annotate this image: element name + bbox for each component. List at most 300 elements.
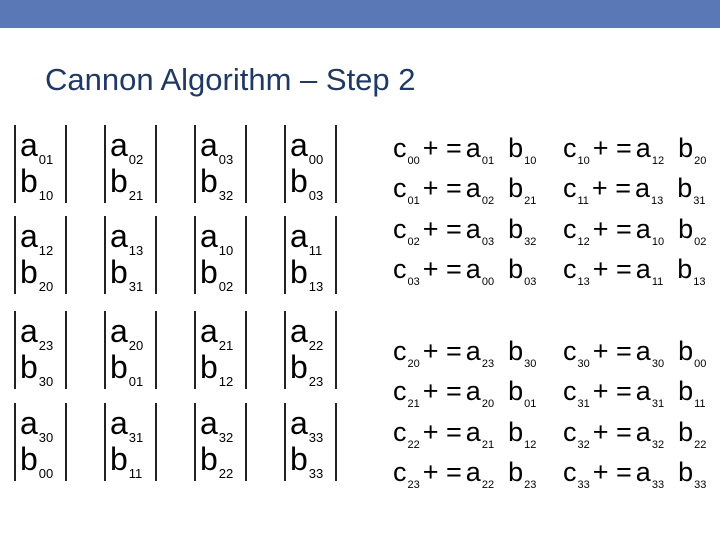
plus-equals-operator: + = [592,336,632,366]
b-term-subscript: 30 [38,374,54,389]
a-subscript: 10 [651,236,665,248]
b-subscript: 00 [694,358,707,370]
equation [563,214,707,248]
b-term [20,349,54,389]
b-term-subscript: 31 [128,279,144,294]
a-subscript: 30 [651,358,665,370]
cell-b-term [110,349,144,389]
a-subscript: 01 [481,155,495,167]
c-letter: c [563,336,577,366]
matrix-cell [194,216,247,294]
a-term [636,336,664,372]
c-letter: c [563,417,577,447]
plus-equals-operator: + = [422,376,462,406]
b-term-letter: b [290,163,308,199]
b-term [508,214,536,250]
a-term [636,457,664,493]
a-term-letter: a [20,127,38,163]
a-term [200,218,234,258]
b-term [110,349,144,389]
b-term [678,336,706,372]
cell-a-term [20,218,54,258]
a-subscript: 03 [481,236,495,248]
plus-equals-operator: + = [592,133,632,163]
b-term [508,376,536,412]
matrix-cell [194,311,247,389]
equation [393,133,537,167]
b-term [290,349,324,389]
c-subscript: 30 [577,358,590,370]
cell-a-term [20,405,54,445]
b-term-subscript: 02 [218,279,234,294]
equation [393,214,537,248]
a-term-subscript: 11 [308,243,323,258]
c-subscript: 01 [407,195,420,207]
c-term [563,173,589,209]
b-term [200,163,234,203]
a-term-subscript: 30 [38,430,54,445]
c-term [393,376,420,412]
a-subscript: 23 [481,358,495,370]
a-letter: a [465,417,481,447]
b-letter: b [508,214,524,244]
b-letter: b [508,133,524,163]
c-term [393,336,420,372]
b-term-subscript: 22 [218,466,234,481]
a-letter: a [465,376,481,406]
c-letter: c [393,336,407,366]
b-term-subscript: 20 [38,279,54,294]
b-term [110,254,144,294]
b-term [20,163,54,203]
b-letter: b [677,173,693,203]
b-term-letter: b [290,254,308,290]
c-letter: c [393,457,407,487]
b-term-subscript: 13 [308,279,324,294]
b-subscript: 23 [524,479,537,491]
equation [393,457,537,491]
c-term [393,254,420,290]
matrix-cell [104,125,157,203]
b-term [678,417,706,453]
b-subscript: 03 [524,276,537,288]
a-letter: a [635,133,651,163]
a-letter: a [634,173,650,203]
b-letter: b [678,376,694,406]
a-letter: a [635,214,651,244]
a-term [110,218,144,258]
equation [563,417,707,451]
cell-a-term [110,218,144,258]
a-term-subscript: 01 [38,152,54,167]
a-subscript: 02 [481,195,495,207]
b-letter: b [508,336,524,366]
b-subscript: 32 [524,236,537,248]
b-letter: b [678,133,694,163]
c-term [563,214,590,250]
a-term [636,417,664,453]
a-term-subscript: 03 [218,152,234,167]
a-term-letter: a [290,313,308,349]
a-subscript: 12 [651,155,665,167]
b-term-letter: b [290,441,308,477]
cell-a-term [200,127,234,167]
b-letter: b [678,214,694,244]
a-term-letter: a [200,127,218,163]
c-letter: c [563,173,577,203]
a-letter: a [635,254,651,284]
b-term-subscript: 23 [308,374,324,389]
b-term [110,163,144,203]
a-term-subscript: 02 [128,152,144,167]
b-letter: b [508,417,524,447]
equation [563,336,707,370]
a-subscript: 22 [481,479,495,491]
a-term-letter: a [290,405,308,441]
cell-a-term [110,127,144,167]
plus-equals-operator: + = [422,254,462,284]
b-subscript: 02 [694,236,707,248]
matrix-cell [194,125,247,203]
c-letter: c [563,254,577,284]
b-letter: b [677,254,693,284]
c-subscript: 13 [577,276,590,288]
b-term-letter: b [110,349,128,385]
b-term-letter: b [110,254,128,290]
a-term-letter: a [110,405,128,441]
c-term [393,417,420,453]
equation [393,417,537,451]
a-letter: a [465,254,481,284]
b-term-subscript: 21 [128,188,144,203]
matrix-cell [284,216,337,294]
b-term-subscript: 32 [218,188,234,203]
c-subscript: 33 [577,479,590,491]
matrix-cell [104,311,157,389]
a-term [635,173,663,209]
cell-b-term [200,441,234,481]
a-term-subscript: 33 [308,430,324,445]
a-term [636,254,663,290]
a-term-subscript: 31 [128,430,144,445]
a-subscript: 00 [481,276,495,288]
a-term [636,214,664,250]
cell-b-term [200,163,234,203]
equation [393,254,537,288]
c-subscript: 11 [577,195,589,207]
a-term-letter: a [200,313,218,349]
a-term-letter: a [200,218,218,254]
c-subscript: 12 [577,236,590,248]
plus-equals-operator: + = [591,173,631,203]
a-term [290,405,324,445]
a-term-letter: a [290,127,308,163]
cell-b-term [20,163,54,203]
matrix-cell [284,311,337,389]
cell-b-term [290,441,324,481]
b-term-letter: b [200,163,218,199]
c-subscript: 10 [577,155,590,167]
cell-b-term [110,441,143,481]
a-term [20,405,54,445]
a-letter: a [465,214,481,244]
a-term-subscript: 20 [128,338,144,353]
c-subscript: 23 [407,479,420,491]
a-term [466,457,494,493]
a-term-letter: a [20,405,38,441]
a-term [20,127,54,167]
b-term [20,441,54,481]
b-term-subscript: 03 [308,188,324,203]
equation [393,173,537,207]
a-letter: a [635,376,651,406]
a-term-letter: a [290,218,308,254]
b-term [200,349,234,389]
matrix-cell [194,403,247,481]
a-term-subscript: 00 [308,152,324,167]
cell-b-term [20,254,54,294]
b-term [508,457,536,493]
a-term [466,336,494,372]
a-letter: a [465,133,481,163]
c-term [563,336,590,372]
a-term [636,133,664,169]
a-subscript: 11 [651,276,664,288]
a-subscript: 13 [651,195,664,207]
b-term-letter: b [20,254,38,290]
a-term-subscript: 10 [218,243,234,258]
a-letter: a [635,457,651,487]
b-term [290,254,324,294]
b-term-letter: b [200,254,218,290]
a-term [20,313,54,353]
cell-b-term [200,349,234,389]
b-term-subscript: 01 [128,374,144,389]
equation [563,457,707,491]
b-subscript: 22 [694,439,707,451]
c-subscript: 00 [407,155,420,167]
c-letter: c [393,133,407,163]
c-subscript: 31 [577,398,590,410]
b-subscript: 01 [524,398,537,410]
cell-b-term [20,441,54,481]
equation [393,336,537,370]
c-subscript: 03 [407,276,420,288]
b-term-subscript: 10 [38,188,54,203]
a-term [290,313,324,353]
a-term [466,254,494,290]
b-letter: b [508,376,524,406]
b-term-letter: b [200,441,218,477]
equation [563,376,706,410]
b-term-letter: b [20,349,38,385]
b-term-subscript: 11 [128,466,143,481]
equation [563,254,706,288]
b-term [677,173,705,209]
a-term [290,127,324,167]
b-term [508,173,536,209]
plus-equals-operator: + = [592,214,632,244]
a-term-subscript: 22 [308,338,324,353]
c-term [563,254,590,290]
a-term [466,173,494,209]
c-subscript: 20 [407,358,420,370]
a-subscript: 33 [651,479,665,491]
cell-a-term [110,405,144,445]
cell-a-term [200,218,234,258]
a-term-letter: a [110,127,128,163]
b-term-letter: b [290,349,308,385]
matrix-cell [104,403,157,481]
a-term-letter: a [20,313,38,349]
b-term [678,214,706,250]
b-subscript: 10 [524,155,537,167]
b-subscript: 21 [524,195,537,207]
b-subscript: 30 [524,358,537,370]
plus-equals-operator: + = [422,173,462,203]
b-letter: b [678,457,694,487]
plus-equals-operator: + = [592,376,632,406]
a-term [110,127,144,167]
a-term-subscript: 32 [218,430,234,445]
b-term-letter: b [110,163,128,199]
b-term-subscript: 33 [308,466,324,481]
c-subscript: 02 [407,236,420,248]
plus-equals-operator: + = [592,417,632,447]
a-term-letter: a [110,218,128,254]
c-subscript: 21 [407,398,420,410]
a-term-subscript: 21 [218,338,234,353]
a-letter: a [465,457,481,487]
b-term [508,336,536,372]
cell-a-term [200,405,234,445]
a-subscript: 21 [481,439,495,451]
a-term [466,417,494,453]
matrix-cell [104,216,157,294]
a-term [466,133,494,169]
cell-b-term [110,254,144,294]
equation [563,173,706,207]
cell-a-term [20,127,54,167]
c-subscript: 22 [407,439,420,451]
b-term-subscript: 12 [218,374,234,389]
plus-equals-operator: + = [422,133,462,163]
c-letter: c [563,457,577,487]
cell-a-term [110,313,144,353]
c-letter: c [393,214,407,244]
cell-b-term [290,163,324,203]
b-term-letter: b [200,349,218,385]
b-term [200,441,234,481]
a-term [110,405,144,445]
a-term-letter: a [110,313,128,349]
c-letter: c [393,376,407,406]
a-term [466,214,494,250]
cell-a-term [290,313,324,353]
b-term [290,163,324,203]
c-letter: c [393,173,407,203]
c-letter: c [393,417,407,447]
matrix-cell [14,403,67,481]
a-term-subscript: 23 [38,338,54,353]
b-term [20,254,54,294]
matrix-cell [284,125,337,203]
a-term-letter: a [200,405,218,441]
matrix-cell [14,216,67,294]
matrix-cell [14,311,67,389]
a-term-subscript: 13 [128,243,144,258]
plus-equals-operator: + = [422,214,462,244]
cell-a-term [290,127,324,167]
c-letter: c [563,133,577,163]
c-letter: c [393,254,407,284]
b-term [110,441,143,481]
a-term [200,313,234,353]
plus-equals-operator: + = [422,336,462,366]
plus-equals-operator: + = [422,417,462,447]
b-term [508,417,536,453]
a-subscript: 31 [651,398,665,410]
cell-a-term [200,313,234,353]
a-letter: a [465,336,481,366]
cell-b-term [20,349,54,389]
a-term [290,218,323,258]
a-term-subscript: 12 [38,243,54,258]
c-term [563,457,590,493]
b-subscript: 12 [524,439,537,451]
c-term [563,417,590,453]
a-letter: a [635,336,651,366]
a-term [636,376,664,412]
a-term [200,405,234,445]
matrix-cell [14,125,67,203]
cell-b-term [290,254,324,294]
a-term-letter: a [20,218,38,254]
plus-equals-operator: + = [422,457,462,487]
c-term [563,133,590,169]
cell-b-term [110,163,144,203]
c-term [393,457,420,493]
c-term [393,133,420,169]
b-letter: b [508,254,524,284]
c-subscript: 32 [577,439,590,451]
a-term [110,313,144,353]
b-term [678,376,705,412]
b-term-subscript: 00 [38,466,54,481]
b-subscript: 31 [693,195,706,207]
matrix-cell [284,403,337,481]
b-term [290,441,324,481]
slide-title: Cannon Algorithm – Step 2 [45,62,416,97]
b-term [678,457,706,493]
b-subscript: 11 [694,398,706,410]
b-subscript: 33 [694,479,707,491]
b-term [508,133,536,169]
b-term [508,254,536,290]
b-term [677,254,705,290]
cell-a-term [290,218,323,258]
b-letter: b [508,173,524,203]
c-term [393,173,420,209]
plus-equals-operator: + = [592,457,632,487]
c-term [393,214,420,250]
plus-equals-operator: + = [592,254,632,284]
equation [563,133,707,167]
c-letter: c [563,376,577,406]
a-letter: a [465,173,481,203]
b-subscript: 20 [694,155,707,167]
cell-a-term [20,313,54,353]
